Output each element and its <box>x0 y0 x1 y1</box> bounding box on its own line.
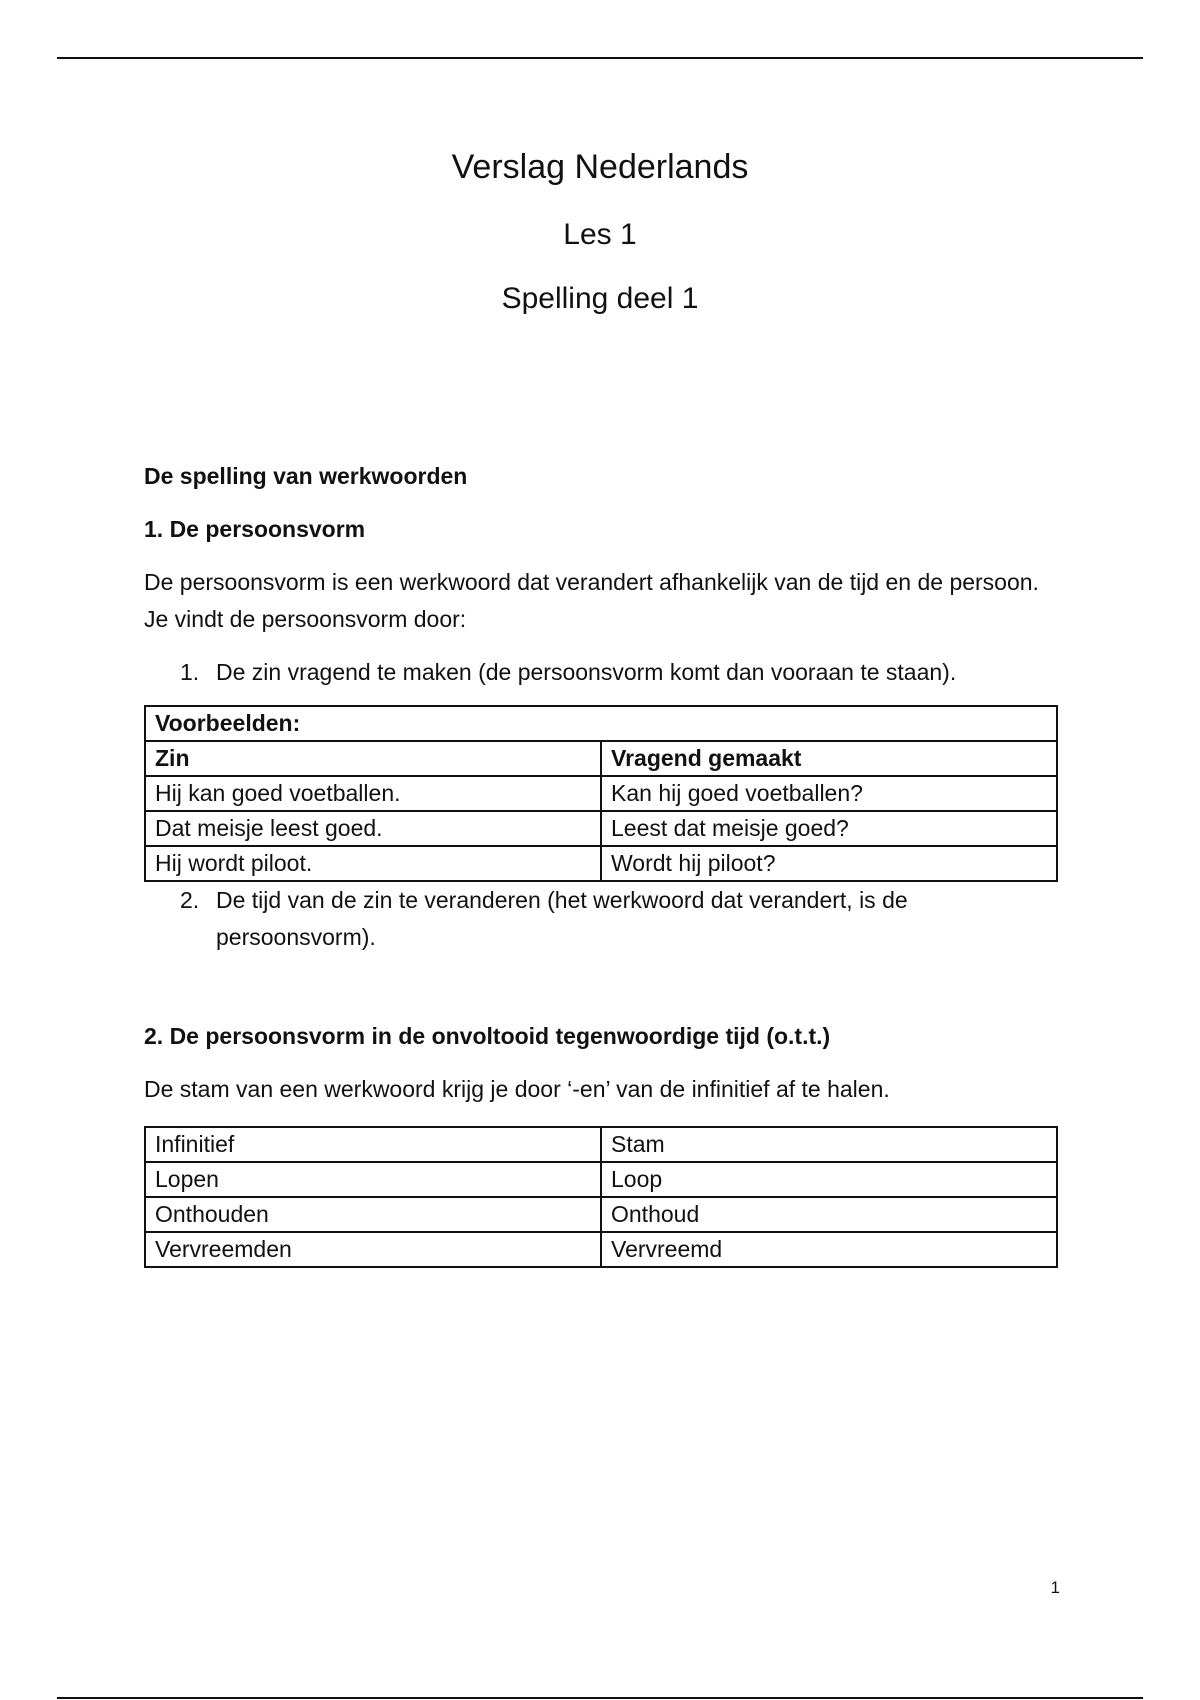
table-cell: Loop <box>601 1162 1057 1197</box>
header-rule <box>57 57 1143 59</box>
table-cell: Dat meisje leest goed. <box>145 811 601 846</box>
item-text: De zin vragend te maken (de persoonsvorm komt dan vooraan te staan). <box>216 659 957 685</box>
stem-table <box>144 1126 1058 1268</box>
column-header-zin: Zin <box>145 741 601 776</box>
table-row <box>145 846 1057 881</box>
footer-rule <box>57 1697 1143 1699</box>
subsection-heading-persoonsvorm: 1. De persoonsvorm <box>144 516 366 542</box>
column-header-stam: Stam <box>601 1127 1057 1162</box>
numbered-item-2 <box>180 882 1056 956</box>
table-cell: Hij kan goed voetballen. <box>145 776 601 811</box>
item-text: De tijd van de zin te veranderen (het werkwoord dat verandert, is de persoonsvorm). <box>216 887 908 950</box>
examples-table <box>144 705 1058 882</box>
table-cell: Vervreemd <box>601 1232 1057 1267</box>
table-row <box>145 1232 1057 1267</box>
table-row <box>145 1197 1057 1232</box>
table-cell: Lopen <box>145 1162 601 1197</box>
table-cell: Wordt hij piloot? <box>601 846 1057 881</box>
table-row <box>145 811 1057 846</box>
document-subtitle: Les 1 <box>563 218 637 251</box>
subsection-heading-ott: 2. De persoonsvorm in de onvoltooid tegenwoordige tijd (o.t.t.) <box>144 1023 831 1049</box>
table-cell: Hij wordt piloot. <box>145 846 601 881</box>
numbered-item-1 <box>180 654 1056 691</box>
table-caption-row <box>145 706 1057 741</box>
section-heading: De spelling van werkwoorden <box>144 463 468 489</box>
table-header-row <box>145 741 1057 776</box>
table-caption: Voorbeelden: <box>145 706 1057 741</box>
document-title: Verslag Nederlands <box>451 148 749 186</box>
table-row <box>145 776 1057 811</box>
paragraph-stam: De stam van een werkwoord krijg je door ‘-en’ van de infinitief af te halen. <box>144 1076 890 1102</box>
column-header-infinitief: Infinitief <box>145 1127 601 1162</box>
table-cell: Onthouden <box>145 1197 601 1232</box>
table-header-row <box>145 1127 1057 1162</box>
document-subtitle-2: Spelling deel 1 <box>501 282 699 315</box>
section-spacer <box>144 956 1056 1018</box>
table-cell: Kan hij goed voetballen? <box>601 776 1057 811</box>
document-body <box>144 458 1056 1268</box>
table-cell: Leest dat meisje goed? <box>601 811 1057 846</box>
item-number: 2. <box>180 887 200 913</box>
item-number: 1. <box>180 659 200 685</box>
column-header-vragend: Vragend gemaakt <box>601 741 1057 776</box>
table-cell: Onthoud <box>601 1197 1057 1232</box>
table-cell: Vervreemden <box>145 1232 601 1267</box>
page-number: 1 <box>1050 1578 1060 1597</box>
table-row <box>145 1162 1057 1197</box>
paragraph-persoonsvorm: De persoonsvorm is een werkwoord dat verandert afhankelijk van de tijd en de persoon. Je vindt de persoonsvorm door: <box>144 569 1039 632</box>
